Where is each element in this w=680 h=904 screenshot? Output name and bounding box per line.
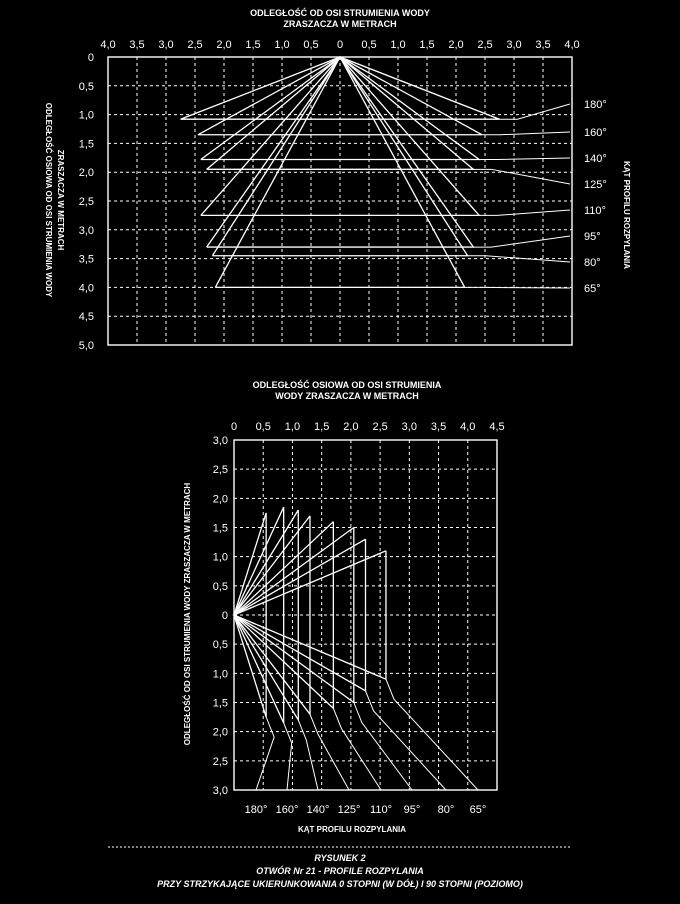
top-x-tick-label: 0: [336, 39, 344, 51]
top-x-tick-label: 2,0: [448, 39, 464, 51]
top-angle-label: 140°: [584, 153, 607, 165]
bottom-angle-leader: [366, 691, 447, 790]
bottom-y-tick-label: 2,5: [212, 755, 228, 768]
bottom-x-tick-label: 2,0: [343, 421, 359, 433]
bottom-x-axis-label: KĄT PROFILU ROZPYLANIA: [298, 825, 406, 834]
bottom-angle-leader: [333, 708, 381, 790]
top-y-tick-label: 0: [87, 52, 94, 64]
top-angle-leader: [465, 287, 570, 288]
top-y-tick-label: 2,0: [78, 167, 94, 180]
bottom-x-tick-label: 1,5: [314, 421, 330, 433]
bottom-y-tick-label: 1,5: [212, 522, 228, 535]
top-x-ticks: [100, 39, 579, 51]
bottom-y-tick-label: 2,5: [212, 464, 228, 477]
bottom-angle-leader: [354, 703, 412, 791]
top-x-tick-label: 3,5: [535, 39, 551, 51]
bottom-y-tick-label: 0,5: [212, 580, 228, 593]
bottom-profile-curves: [234, 507, 478, 790]
bottom-angle-label: 160°: [275, 804, 299, 816]
bottom-x-tick-label: 2,5: [372, 421, 388, 433]
top-angle-leader: [479, 210, 570, 215]
bottom-spray-chart: [183, 379, 505, 834]
top-angle-leader: [500, 104, 571, 119]
bottom-y-tick-label: 2,0: [212, 493, 228, 506]
bottom-angle-leader: [298, 720, 318, 790]
top-y-tick-label: 1,5: [78, 138, 94, 151]
bottom-title-line-1: ODLEGŁOŚĆ OSIOWA OD OSI STRUMIENIA: [252, 380, 442, 390]
top-x-tick-label: 1,0: [390, 39, 406, 51]
top-grid: [108, 57, 572, 345]
bottom-angle-label: 180°: [244, 804, 268, 816]
bottom-y-ticks: [213, 435, 228, 797]
top-y-tick-label: 5,0: [78, 340, 94, 352]
top-angle-label: 125°: [584, 179, 607, 191]
top-y-ticks: [79, 52, 94, 352]
top-angle-label: 110°: [584, 205, 606, 217]
top-x-tick-label: 2,0: [216, 39, 232, 51]
top-x-tick-label: 1,0: [274, 39, 290, 51]
bottom-x-tick-label: 3,5: [430, 421, 447, 433]
bottom-profile-5: [234, 528, 354, 703]
top-x-tick-label: 3,0: [506, 39, 522, 51]
bottom-x-tick-label: 0,5: [255, 421, 271, 433]
bottom-angle-label: 125°: [337, 804, 361, 816]
top-angle-leader: [479, 158, 570, 160]
top-y-tick-label: 2,5: [78, 196, 94, 208]
top-y-axis-label-1: ODLEGŁOŚĆ OSIOWA OD OSI STRUMIENIA WODY: [44, 102, 53, 298]
top-x-tick-label: 3,5: [129, 39, 145, 51]
top-y-tick-label: 3,5: [78, 253, 94, 266]
top-y-tick-label: 0,5: [78, 80, 94, 93]
top-angle-labels: [584, 99, 607, 295]
top-x-tick-label: 3,0: [158, 39, 174, 51]
bottom-y-tick-label: 0: [221, 610, 228, 622]
top-x-tick-label: 2,5: [187, 39, 203, 51]
bottom-y-axis-label: ODLEGŁOŚĆ OD OSI STRUMIENIA WODY ZRASZACZA W METRACH: [183, 482, 192, 746]
bottom-y-tick-label: 3,0: [212, 435, 228, 447]
top-right-axis-label: KĄT PROFILU ROZPYLANIA: [622, 161, 631, 269]
top-y-tick-label: 4,0: [78, 282, 94, 295]
bottom-angle-label: 110°: [370, 804, 392, 816]
bottom-y-tick-label: 1,0: [212, 668, 228, 681]
bottom-angle-label: 80°: [437, 804, 455, 816]
top-y-axis-label-2: ZRASZACZA W METRACH: [56, 149, 65, 251]
bottom-angle-leader: [256, 717, 274, 790]
top-y-tick-label: 4,5: [78, 311, 94, 324]
top-x-tick-label: 2,5: [477, 39, 493, 51]
top-x-tick-label: 0,5: [303, 39, 319, 51]
caption-subtitle: PRZY STRZYKAJĄCE UKIERUNKOWANIA 0 STOPNI (W DÓŁ) I 90 STOPNI (POZIOMO): [157, 879, 523, 889]
bottom-x-ticks: [231, 421, 505, 433]
top-angle-leader: [482, 132, 570, 135]
bottom-y-tick-label: 2,0: [212, 726, 228, 739]
top-angle-label: 65°: [584, 283, 601, 295]
bottom-angle-labels: [245, 804, 487, 816]
top-x-tick-label: 4,0: [564, 39, 580, 51]
bottom-angle-label: 95°: [403, 804, 421, 816]
top-angle-label: 180°: [584, 99, 607, 111]
bottom-angle-label: 65°: [469, 804, 487, 816]
top-profile-2: [201, 57, 479, 160]
bottom-x-tick-label: 4,0: [460, 421, 476, 433]
top-title-line-2: ZRASZACZA W METRACH: [283, 19, 397, 29]
top-spray-chart: [44, 7, 631, 352]
caption-title: OTWÓR Nr 21 - PROFILE ROZPYLANIA: [256, 866, 424, 876]
bottom-angle-leader: [284, 723, 292, 790]
bottom-profile-0: [234, 513, 266, 717]
top-title-line-1: ODLEGŁOŚĆ OD OSI STRUMIENIA WODY: [250, 8, 430, 18]
caption-figure-number: RYSUNEK 2: [314, 853, 366, 863]
bottom-y-tick-label: 3,0: [212, 785, 228, 797]
bottom-x-tick-label: 1,0: [284, 421, 301, 433]
top-y-tick-label: 1,0: [78, 109, 94, 122]
top-angle-leader: [473, 169, 570, 184]
bottom-y-tick-label: 1,0: [212, 551, 228, 564]
top-angle-label: 80°: [584, 257, 601, 269]
top-x-tick-label: 4,0: [100, 39, 116, 51]
bottom-y-tick-label: 1,5: [212, 697, 228, 710]
bottom-title-line-2: WODY ZRASZACZA W METRACH: [275, 391, 419, 401]
top-angle-leader: [473, 236, 570, 247]
bottom-y-tick-label: 0,5: [212, 639, 228, 652]
top-x-tick-label: 0,5: [361, 39, 377, 51]
bottom-angle-label: 140°: [306, 804, 330, 816]
top-x-tick-label: 1,5: [245, 39, 261, 51]
bottom-x-tick-label: 3,0: [401, 421, 417, 433]
bottom-x-tick-label: 0: [230, 421, 238, 433]
top-x-tick-label: 1,5: [419, 39, 435, 51]
top-y-tick-label: 3,0: [78, 224, 94, 237]
top-angle-label: 95°: [584, 231, 601, 243]
bottom-x-tick-label: 4,5: [489, 421, 505, 433]
top-angle-label: 160°: [584, 127, 607, 139]
